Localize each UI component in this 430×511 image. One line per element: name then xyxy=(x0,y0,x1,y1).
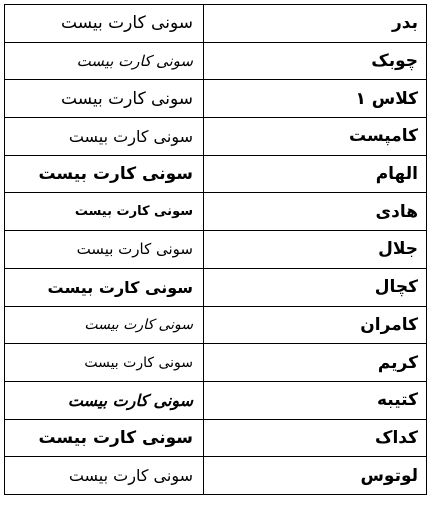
font-sample-cell: سونی کارت بیست xyxy=(5,381,204,419)
font-sample-cell: سونی کارت بیست xyxy=(5,155,204,193)
table-row xyxy=(5,5,427,43)
font-name-cell: لوتوس xyxy=(204,457,427,495)
font-table-body xyxy=(5,5,427,495)
table-row xyxy=(5,344,427,382)
table-row xyxy=(5,80,427,118)
table-row xyxy=(5,457,427,495)
font-name-cell: کامپست xyxy=(204,118,427,156)
font-name-cell: الهام xyxy=(204,155,427,193)
font-name-cell: کریم xyxy=(204,344,427,382)
font-sample-cell: سونی کارت بیست xyxy=(5,231,204,269)
table-row xyxy=(5,155,427,193)
table-row xyxy=(5,419,427,457)
font-name-cell: کچال xyxy=(204,268,427,306)
font-name-cell: چوبک xyxy=(204,42,427,80)
font-name-cell: کلاس ۱ xyxy=(204,80,427,118)
font-sample-cell: سونی کارت بیست xyxy=(5,5,204,43)
font-sample-cell: سونی کارت بیست xyxy=(5,193,204,231)
font-sample-table xyxy=(4,4,427,495)
font-sample-cell: سونی کارت بیست xyxy=(5,457,204,495)
font-name-cell: کداک xyxy=(204,419,427,457)
table-row xyxy=(5,118,427,156)
font-sample-cell: سونی کارت بیست xyxy=(5,118,204,156)
font-sample-cell: سونی کارت بیست xyxy=(5,306,204,344)
table-row xyxy=(5,268,427,306)
font-name-cell: جلال xyxy=(204,231,427,269)
font-sample-cell: سونی کارت بیست xyxy=(5,419,204,457)
table-row xyxy=(5,193,427,231)
table-row xyxy=(5,231,427,269)
table-row xyxy=(5,306,427,344)
table-row xyxy=(5,42,427,80)
font-name-cell: کامران xyxy=(204,306,427,344)
font-sample-cell: سونی کارت بیست xyxy=(5,80,204,118)
table-row xyxy=(5,381,427,419)
font-name-cell: کتیبه xyxy=(204,381,427,419)
font-name-cell: بدر xyxy=(204,5,427,43)
font-name-cell: هادی xyxy=(204,193,427,231)
font-sample-cell: سونی کارت بیست xyxy=(5,268,204,306)
font-sample-cell: سونی کارت بیست xyxy=(5,344,204,382)
font-sample-cell: سونی کارت بیست xyxy=(5,42,204,80)
